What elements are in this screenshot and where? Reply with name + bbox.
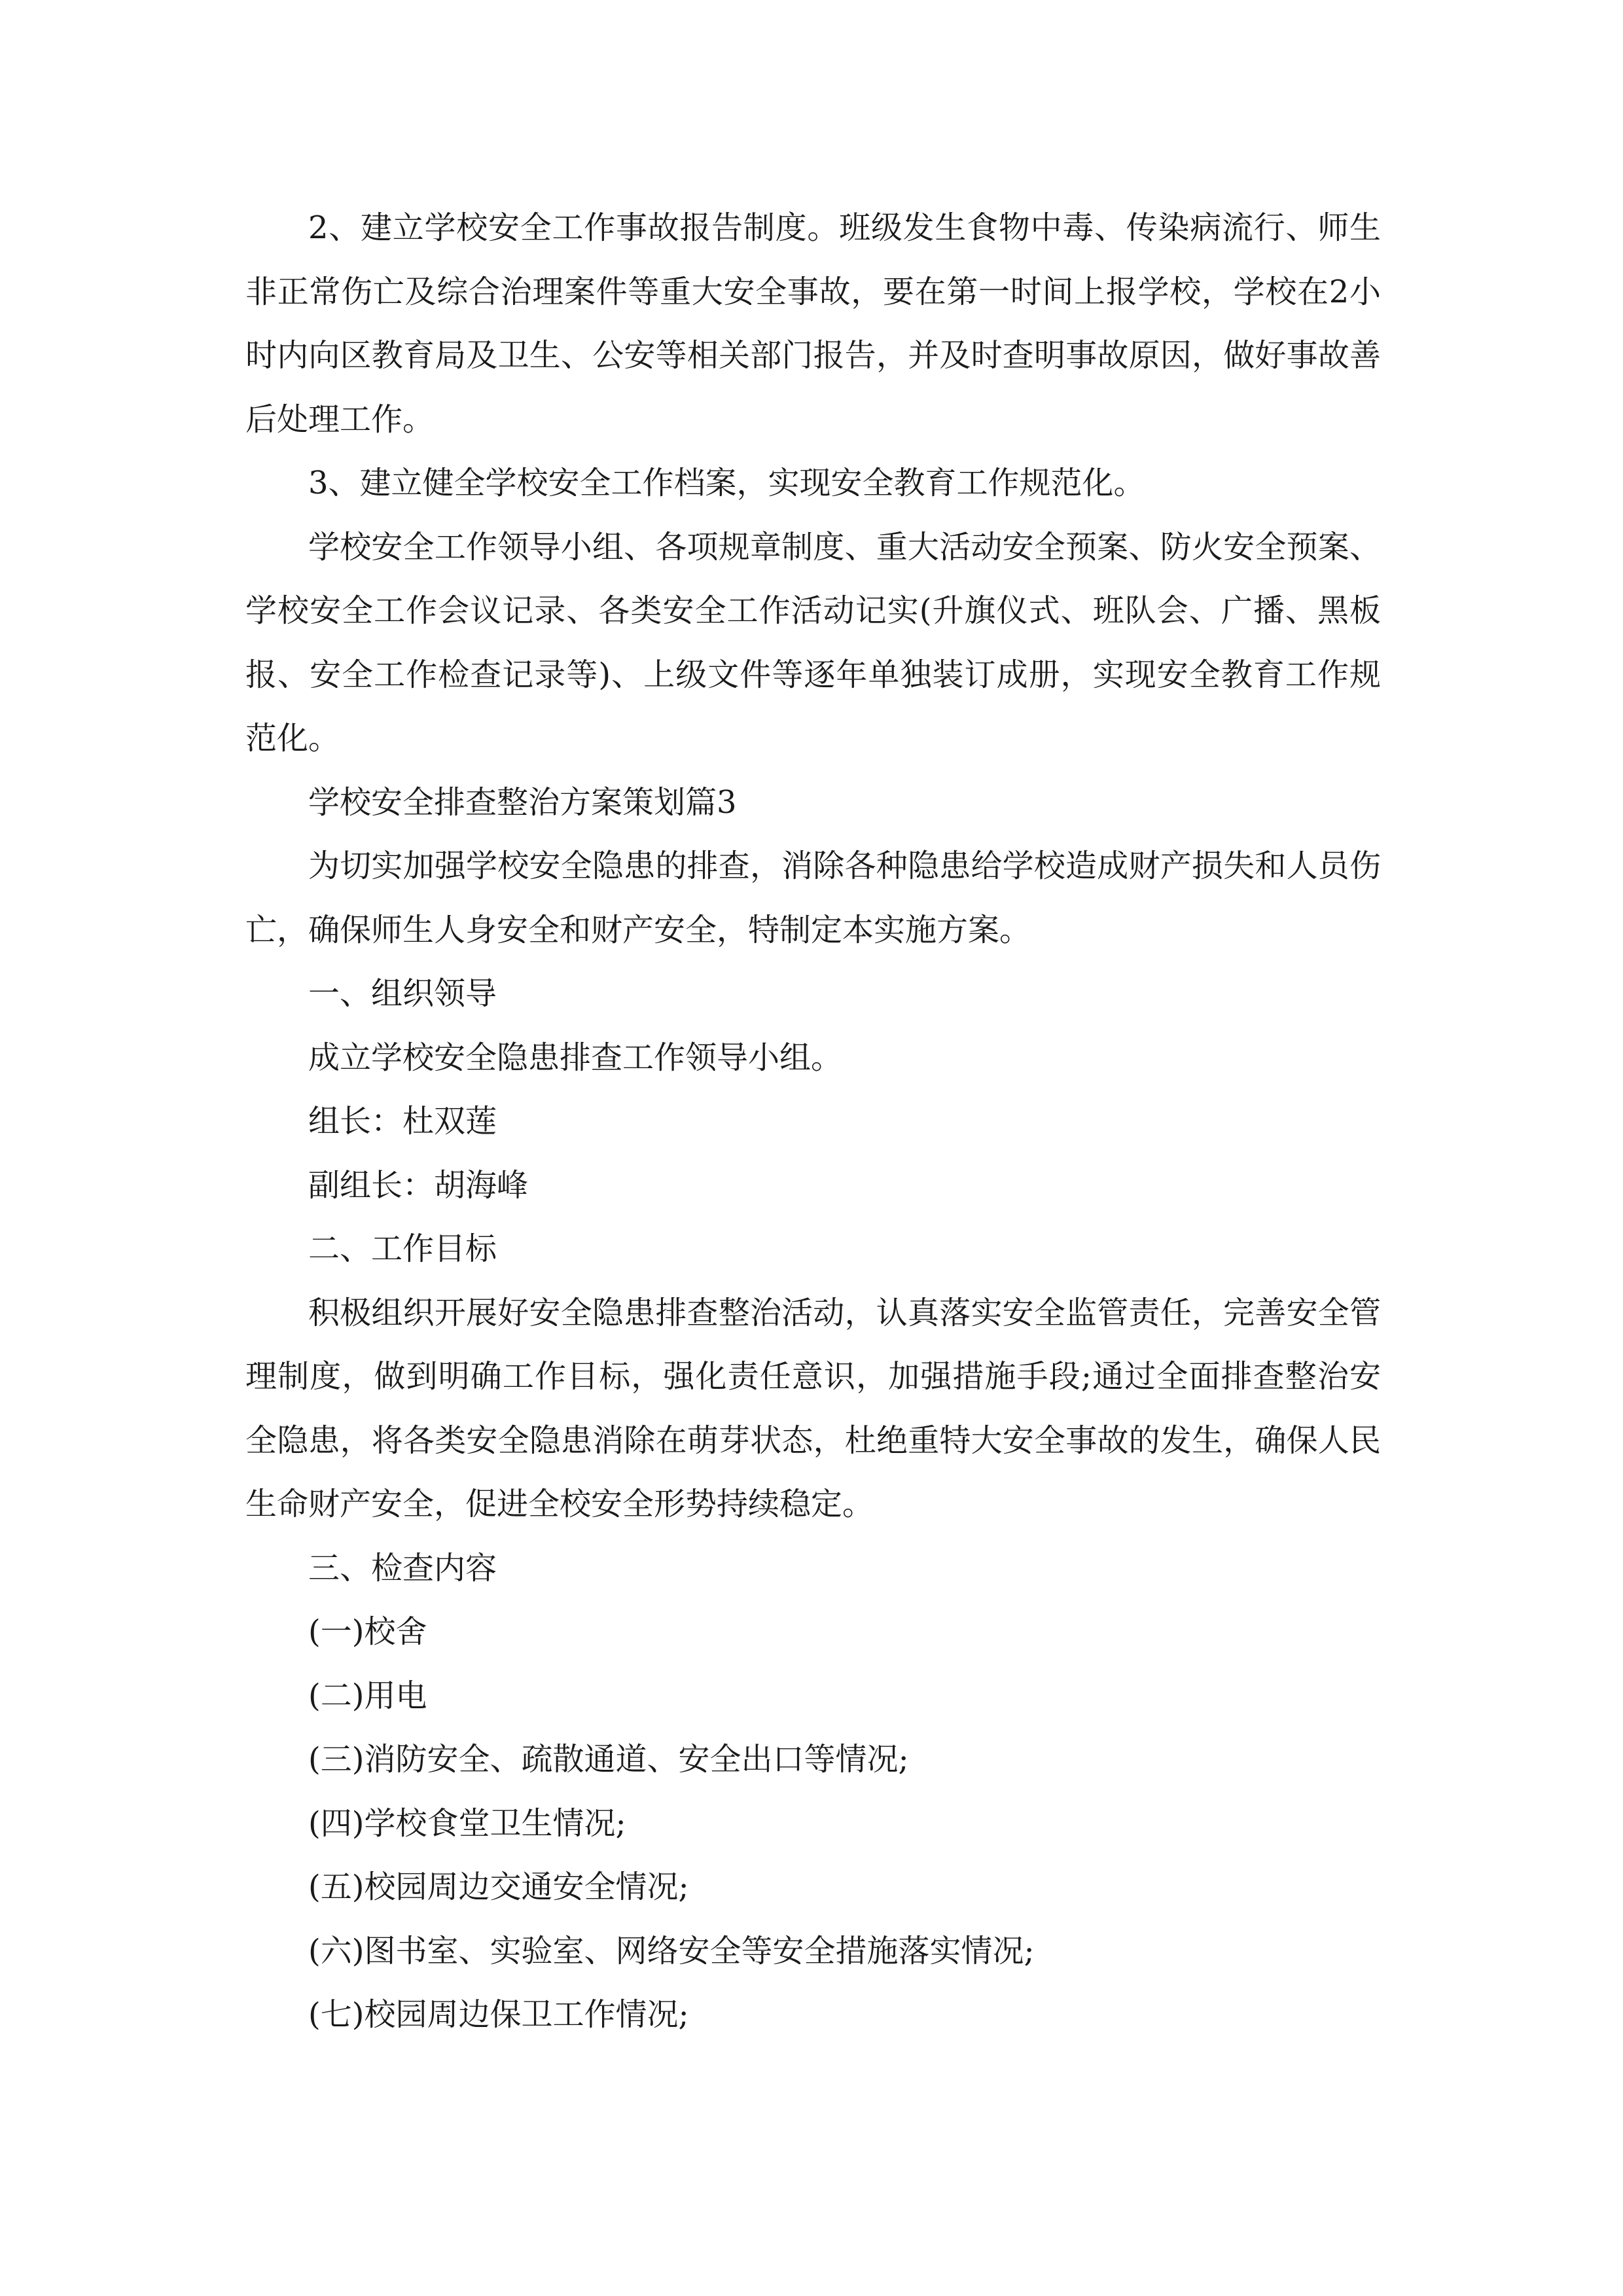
paragraph-purpose: 为切实加强学校安全隐患的排查，消除各种隐患给学校造成财产损失和人员伤亡，确保师生人身安全和财产安全，特制定本实施方案。 xyxy=(245,848,1381,948)
section-title: 学校安全排查整治方案策划篇3 xyxy=(308,783,737,821)
heading-objectives: 二、工作目标 xyxy=(308,1230,497,1267)
paragraph-deputy-leader: 副组长：胡海峰 xyxy=(308,1166,529,1204)
paragraph-safety-archive: 3、建立健全学校安全工作档案，实现安全教育工作规范化。 xyxy=(308,465,1145,501)
paragraph-archive-contents: 学校安全工作领导小组、各项规章制度、重大活动安全预案、防火安全预案、学校安全工作会议记录、各类安全工作活动记实(升旗仪式、班队会、广播、黑板报、安全工作检查记录等)、上级文件等逐年单独装订成册，实现安全教育工作规范化。 xyxy=(245,528,1381,757)
paragraph-objectives: 积极组织开展好安全隐患排查整治活动，认真落实安全监管责任，完善安全管理制度，做到明确工作目标，强化责任意识，加强措施手段;通过全面排查整治安全隐患，将各类安全隐患消除在萌芽状态，杜绝重特大安全事故的发生，确保人民生命财产安全，促进全校安全形势持续稳定。 xyxy=(245,1294,1381,1522)
list-item: (七)校园周边保卫工作情况; xyxy=(308,1996,689,2033)
paragraph-group-leader: 组长：杜双莲 xyxy=(308,1103,497,1139)
list-item: (五)校园周边交通安全情况; xyxy=(308,1869,689,1905)
list-item: (二)用电 xyxy=(308,1677,427,1714)
list-item: (一)校舍 xyxy=(308,1613,427,1650)
document-body xyxy=(245,196,1381,2047)
paragraph-accident-report: 2、建立学校安全工作事故报告制度。班级发生食物中毒、传染病流行、师生非正常伤亡及综合治理案件等重大安全事故，要在第一时间上报学校，学校在2小时内向区教育局及卫生、公安等相关部门报告，并及时查明事故原因，做好事故善后处理工作。 xyxy=(245,209,1381,438)
paragraph-leading-group: 成立学校安全隐患排查工作领导小组。 xyxy=(308,1039,843,1076)
list-item: (四)学校食堂卫生情况; xyxy=(308,1804,626,1842)
list-item: (三)消防安全、疏散通道、安全出口等情况; xyxy=(308,1741,909,1778)
heading-inspection-content: 三、检查内容 xyxy=(308,1549,497,1587)
heading-organization: 一、组织领导 xyxy=(308,975,497,1012)
list-item: (六)图书室、实验室、网络安全等安全措施落实情况; xyxy=(308,1932,1035,1969)
